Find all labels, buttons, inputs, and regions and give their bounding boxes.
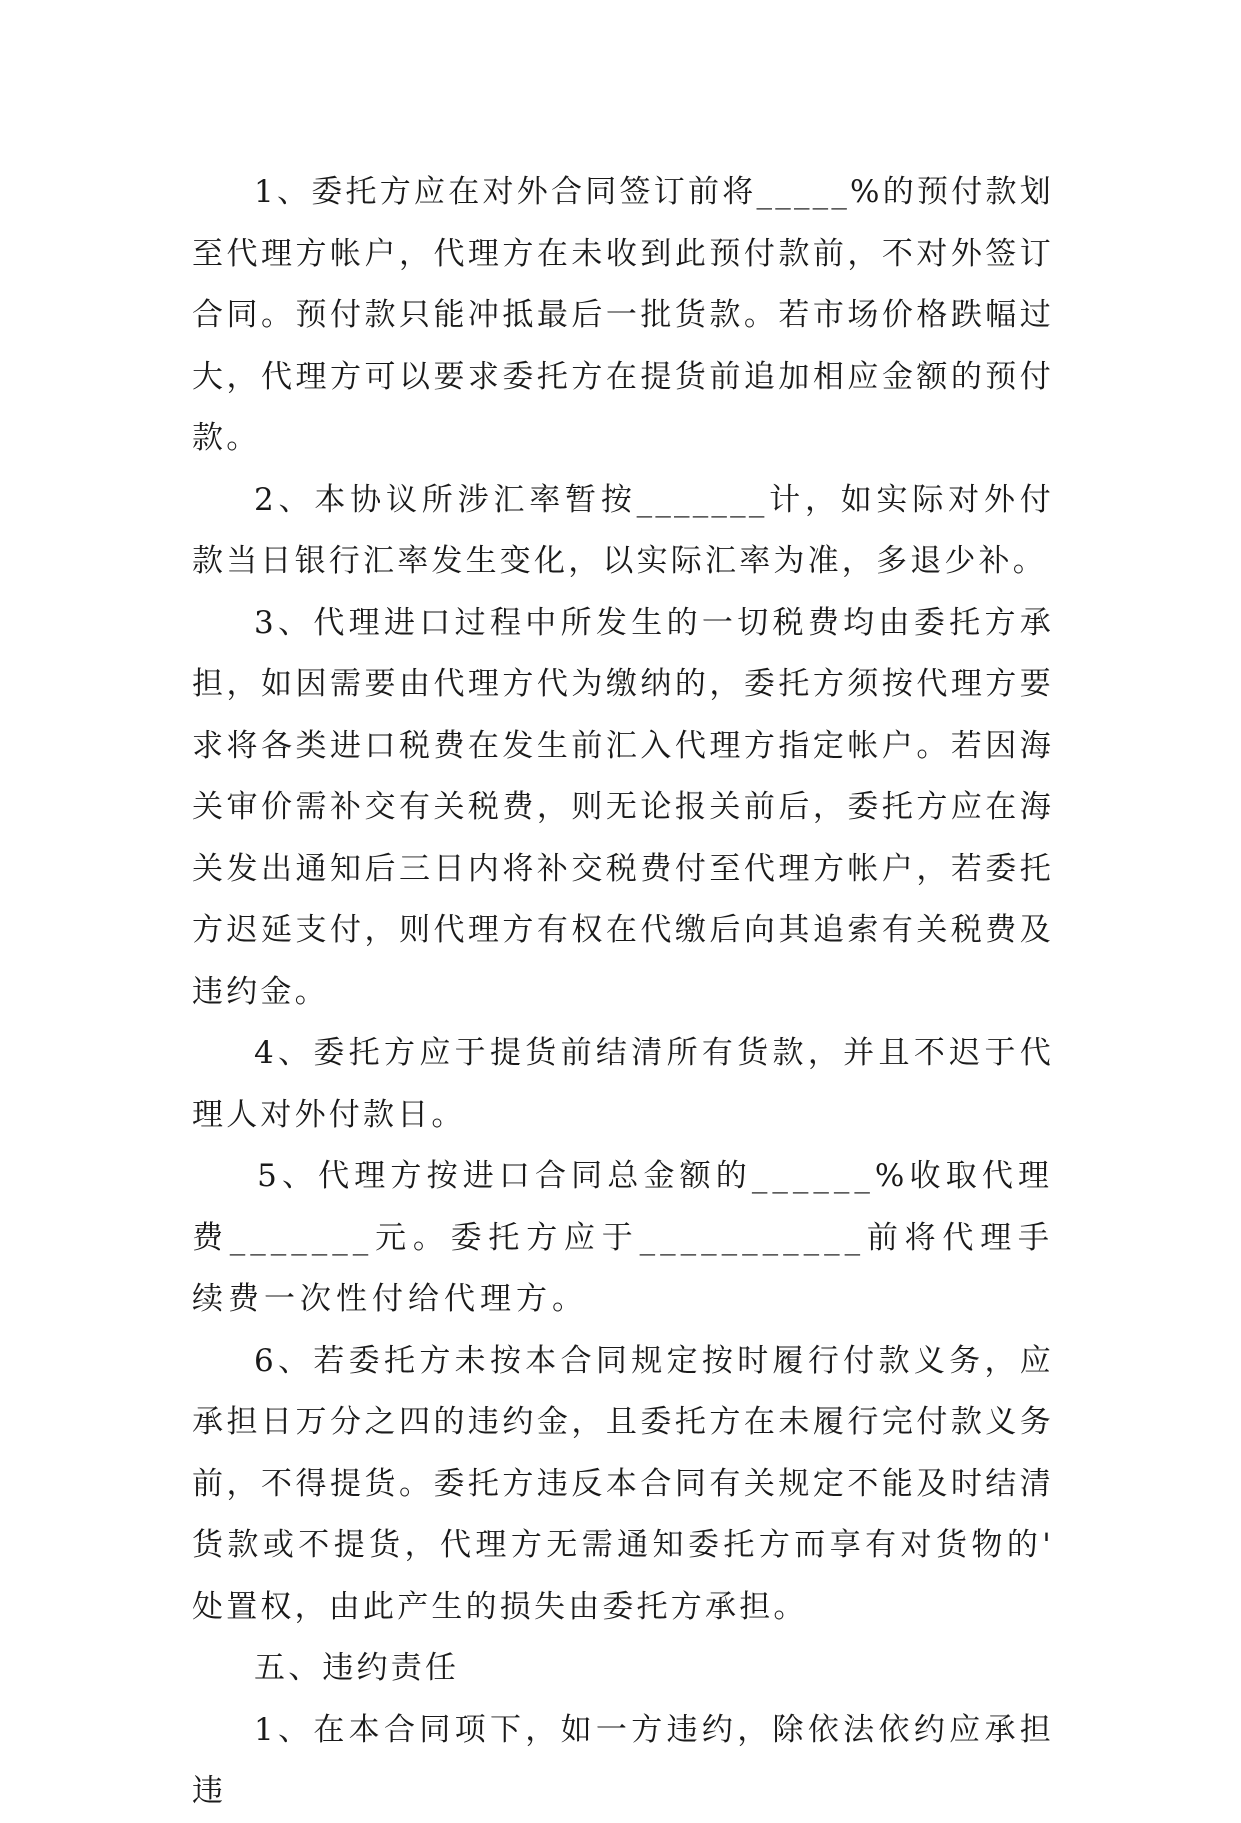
document-body <box>192 162 1054 1823</box>
clause-exchange-rate: 2、本协议所涉汇率暂按_______计，如实际对外付款当日银行汇率发生变化，以实际汇率为准，多退少补。 <box>192 481 1054 579</box>
clause-agency-fee: 5、代理方按进口合同总金额的______%收取代理费_______元。委托方应于___________前将代理手续费一次性付给代理方。 <box>192 1158 1054 1317</box>
clause-taxes: 3、代理进口过程中所发生的一切税费均由委托方承担，如因需要由代理方代为缴纳的，委托方须按代理方要求将各类进口税费在发生前汇入代理方指定帐户。若因海关审价需补交有关税费，则无论报关前后，委托方应在海关发出通知后三日内将补交税费付至代理方帐户，若委托方迟延支付，则代理方有权在代缴后向其追索有关税费及违约金。 <box>192 604 1054 1010</box>
clause-late-payment: 6、若委托方未按本合同规定按时履行付款义务，应承担日万分之四的违约金，且委托方在未履行完付款义务前，不得提货。委托方违反本合同有关规定不能及时结清货款或不提货，代理方无需通知委托方而享有对货物的'处置权，由此产生的损失由委托方承担。 <box>192 1342 1054 1625</box>
clause-prepayment: 1、委托方应在对外合同签订前将_____%的预付款划至代理方帐户，代理方在未收到此预付款前，不对外签订合同。预付款只能冲抵最后一批货款。若市场价格跌幅过大，代理方可以要求委托方在提货前追加相应金额的预付款。 <box>192 174 1054 456</box>
section-heading-liability: 五、违约责任 <box>254 1650 460 1686</box>
clause-payment-deadline: 4、委托方应于提货前结清所有货款，并且不迟于代理人对外付款日。 <box>192 1035 1054 1133</box>
clause-liability-1: 1、在本合同项下，如一方违约，除依法依约应承担违 <box>192 1711 1054 1809</box>
